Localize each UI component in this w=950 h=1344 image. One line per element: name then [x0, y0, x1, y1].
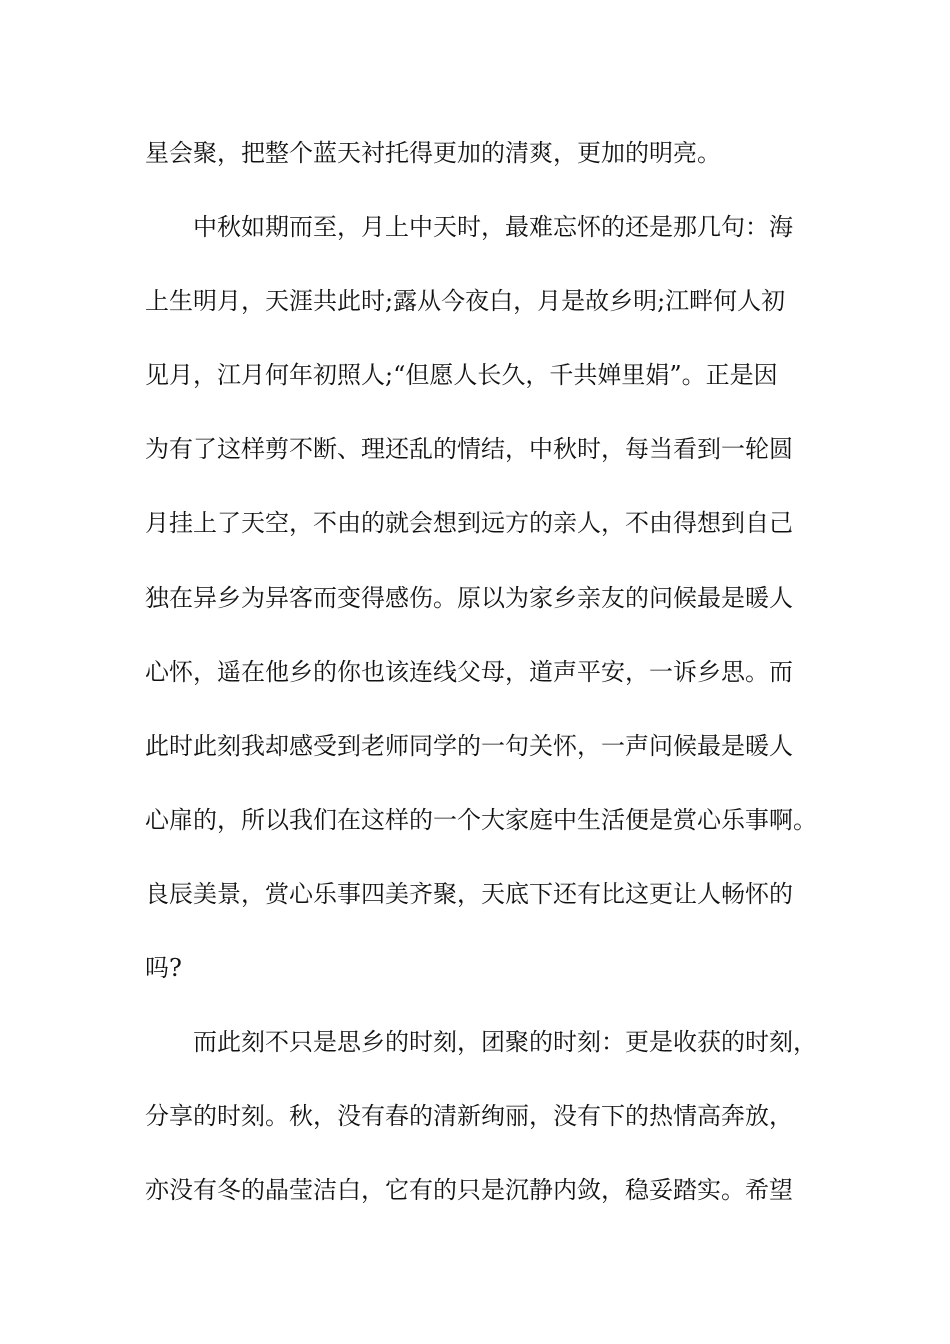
text-line-3: 上生明月，天涯共此时;露从今夜白，月是故乡明;江畔何人初	[145, 287, 786, 315]
text-line-14: 分享的时刻。秋，没有春的清新绚丽，没有下的热情高奔放，	[145, 1102, 793, 1130]
text-line-2: 中秋如期而至，月上中天时，最难忘怀的还是那几句：海	[193, 213, 793, 241]
text-line-13: 而此刻不只是思乡的时刻，团聚的时刻：更是收获的时刻，	[193, 1028, 817, 1056]
text-line-9: 此时此刻我却感受到老师同学的一句关怀，一声问候最是暖人	[145, 732, 793, 760]
text-line-1: 星会聚，把整个蓝天衬托得更加的清爽，更加的明亮。	[145, 139, 721, 167]
text-line-15: 亦没有冬的晶莹洁白，它有的只是沉静内敛，稳妥踏实。希望	[145, 1176, 793, 1204]
text-line-8: 心怀，遥在他乡的你也该连线父母，道声平安，一诉乡思。而	[145, 658, 793, 686]
text-line-10: 心扉的，所以我们在这样的一个大家庭中生活便是赏心乐事啊。	[145, 806, 817, 834]
text-line-4: 见月，江月何年初照人;“但愿人长久，千共婵里娟”。正是因	[145, 361, 778, 389]
text-line-11: 良辰美景，赏心乐事四美齐聚，天底下还有比这更让人畅怀的	[145, 880, 793, 908]
text-line-12: 吗?	[145, 954, 182, 982]
text-line-7: 独在异乡为异客而变得感伤。原以为家乡亲友的问候最是暖人	[145, 584, 793, 612]
text-line-5: 为有了这样剪不断、理还乱的情结，中秋时，每当看到一轮圆	[145, 435, 793, 463]
text-line-6: 月挂上了天空，不由的就会想到远方的亲人，不由得想到自己	[145, 509, 793, 537]
